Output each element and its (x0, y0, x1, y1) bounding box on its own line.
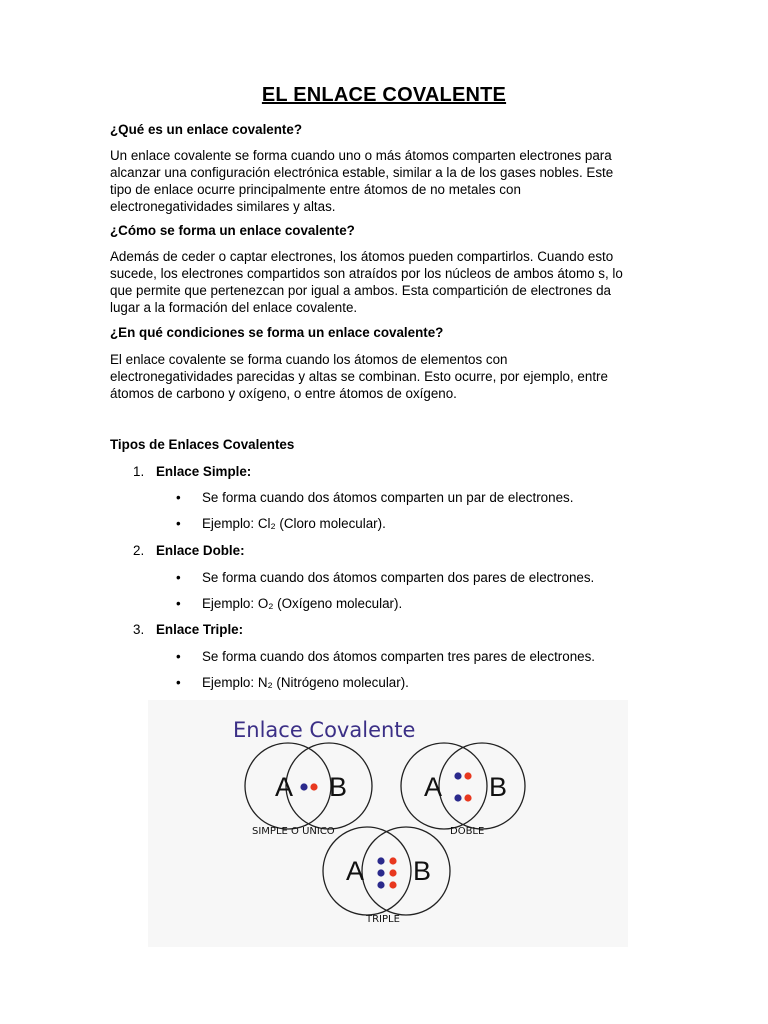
paragraph-line: átomos de carbono y oxígeno, o entre átomos de oxígeno. (110, 386, 457, 401)
simple-bond-diagram (245, 743, 372, 837)
type-item-simple (133, 464, 251, 479)
type-bullet-example (176, 596, 402, 611)
bullet-marker: • (176, 596, 181, 611)
paragraph-line: Además de ceder o captar electrones, los átomos pueden compartirlos. Cuando esto (110, 249, 614, 264)
bullet-marker: • (176, 490, 181, 505)
atom-a-circle (323, 827, 411, 915)
bullet-marker: • (176, 516, 181, 531)
figure-title: Enlace Covalente (233, 718, 416, 742)
type-bullet-desc (176, 490, 573, 505)
paragraph-line: electronegatividades parecidas y altas se combinan. Esto ocurre, por ejemplo, entre (110, 369, 608, 384)
paragraph-3 (110, 351, 675, 402)
atom-a-label: A (346, 856, 365, 886)
paragraph-1 (110, 147, 675, 215)
electron-dot (464, 772, 471, 779)
question-heading-1: ¿Qué es un enlace covalente? (110, 122, 303, 137)
electron-dot (389, 881, 396, 888)
bullet-text: Se forma cuando dos átomos comparten tres pares de electrones. (202, 649, 596, 664)
bullet-marker: • (176, 570, 181, 585)
type-item-doble (133, 543, 245, 558)
electron-dot (454, 772, 461, 779)
paragraph-2 (110, 248, 675, 316)
atom-a-label: A (275, 772, 294, 802)
bullet-text: Se forma cuando dos átomos comparten dos pares de electrones. (202, 570, 595, 585)
electron-dot (377, 881, 384, 888)
paragraph-line: sucede, los electrones compartidos son atraídos por los núcleos de ambos átomo s, lo (110, 266, 623, 281)
covalent-bond-figure (148, 700, 628, 947)
types-heading: Tipos de Enlaces Covalentes (110, 437, 295, 452)
question-heading-3: ¿En qué condiciones se forma un enlace covalente? (110, 325, 444, 340)
atom-b-label: B (329, 772, 348, 802)
label-simple: SIMPLE O ÚNICO (252, 826, 335, 837)
bullet-text: Se forma cuando dos átomos comparten un par de electrones. (202, 490, 574, 505)
atom-b-circle (362, 827, 450, 915)
triple-bond-diagram (323, 827, 450, 925)
label-triple: TRIPLE (366, 914, 400, 925)
bullet-text: Ejemplo: N₂ (Nitrógeno molecular). (202, 675, 409, 690)
electron-dot (454, 794, 461, 801)
type-name: Enlace Triple: (156, 622, 244, 637)
paragraph-line: que permite que pertenezcan por igual a ambos. Esta compartición de electrones da (110, 283, 611, 298)
question-heading-2: ¿Cómo se forma un enlace covalente? (110, 223, 355, 238)
electron-dot (377, 869, 384, 876)
electron-dot (389, 857, 396, 864)
atom-b-circle (439, 743, 525, 829)
covalent-bond-diagram (148, 700, 628, 947)
type-bullet-desc (176, 649, 595, 664)
page-title: EL ENLACE COVALENTE (261, 84, 507, 106)
paragraph-line: lugar a la formación del enlace covalente. (110, 300, 358, 315)
type-item-triple (133, 622, 243, 637)
bullet-text: Ejemplo: Cl₂ (Cloro molecular). (202, 516, 386, 531)
paragraph-line: El enlace covalente se forma cuando los átomos de elementos con (110, 352, 508, 367)
electron-dot (377, 857, 384, 864)
atom-a-circle (401, 743, 487, 829)
bullet-marker: • (176, 649, 181, 664)
bullet-text: Ejemplo: O₂ (Oxígeno molecular). (202, 596, 403, 611)
electron-dot (300, 783, 307, 790)
type-number: 1. (133, 464, 145, 479)
electron-dot (310, 783, 317, 790)
paragraph-line: tipo de enlace ocurre principalmente entre átomos de no metales con (110, 182, 521, 197)
paragraph-line: electronegatividades similares y altas. (110, 199, 336, 214)
bullet-marker: • (176, 675, 181, 690)
atom-a-label: A (424, 772, 443, 802)
type-bullet-example (176, 516, 386, 531)
double-bond-diagram (401, 743, 525, 837)
label-doble: DOBLE (450, 826, 485, 837)
paragraph-line: alcanzar una configuración electrónica estable, similar a la de los gases nobles. Este (110, 165, 614, 180)
electron-dot (464, 794, 471, 801)
type-name: Enlace Simple: (156, 464, 252, 479)
paragraph-line: Un enlace covalente se forma cuando uno o más átomos comparten electrones para (110, 148, 612, 163)
atom-b-label: B (413, 856, 432, 886)
type-name: Enlace Doble: (156, 543, 245, 558)
type-number: 2. (133, 543, 145, 558)
type-bullet-desc (176, 570, 594, 585)
type-number: 3. (133, 622, 145, 637)
electron-dot (389, 869, 396, 876)
atom-b-label: B (489, 772, 508, 802)
type-bullet-example (176, 675, 409, 690)
